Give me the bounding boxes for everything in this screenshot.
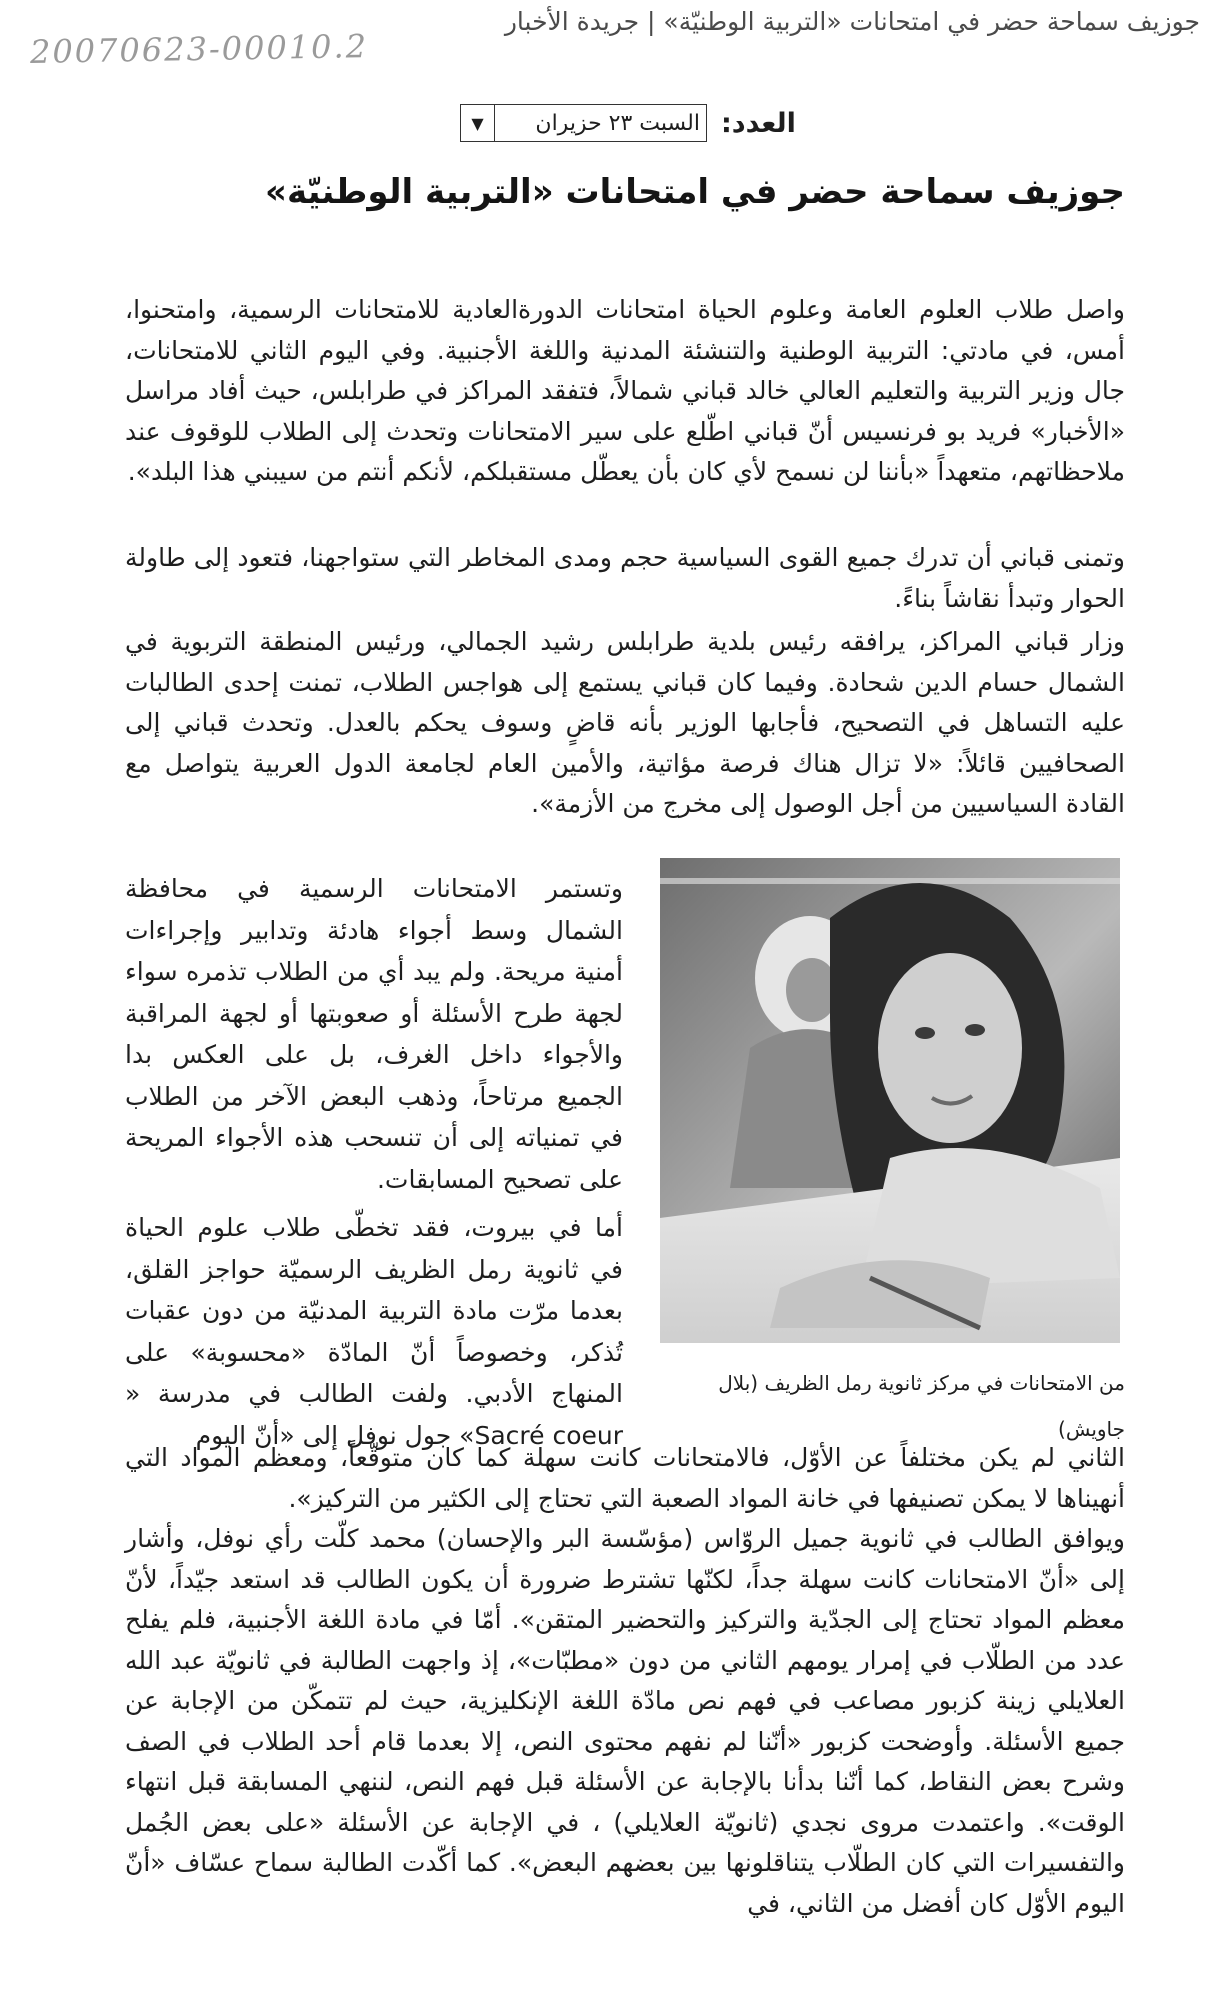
- article-paragraph-1: واصل طلاب العلوم العامة وعلوم الحياة امتحانات الدورةالعادية للامتحانات الرسمية، وامتحنوا، أمس، في مادتي: التربية الوطنية والتنشئة المدنية واللغة الأجنبية. وفي اليوم الثاني للامتحانات، جال وزير التربية والتعليم العالي خالد قباني شمالاً، فتفقد المراكز في طرابلس، حيث أفاد مراسل «الأخبار» فريد بو فرنسيس أنّ قباني اطّلع على سير الامتحانات وتحدث إلى الطلاب للوقوف عند ملاحظاتهم، متعهداً «بأننا لن نسمح لأي كان بأن يعطّل مستقبلكم، لأنكم أنتم من سيبني هذا البلد».: [125, 295, 1125, 486]
- issue-dropdown[interactable]: [460, 104, 707, 142]
- article-paragraph-5: أما في بيروت، فقد تخطّى طلاب علوم الحياة في ثانوية رمل الظريف الرسميّة حواجز القلق، بعدما مرّت مادة التربية المدنيّة من دون عقبات تُذكر، وخصوصاً أنّ المادّة «محسوبة» على المنهاج الأدبي. ولفت الطالب في مدرسة « Sacré coeur» جول نوفل إلى «أنّ اليوم: [125, 1213, 623, 1450]
- article-paragraph-6: الثاني لم يكن مختلفاً عن الأوّل، فالامتحانات كانت سهلة كما كان متوقّعاً، ومعظم المواد التي أنهيناها لا يمكن تصنيفها في خانة المواد الصعبة التي تحتاج إلى الكثير من التركيز».: [125, 1443, 1125, 1513]
- photo-caption: من الامتحانات في مركز ثانوية رمل الظريف (بلال جاويش): [718, 1371, 1125, 1441]
- article-photo: [660, 858, 1120, 1343]
- page-title-strip: جوزيف سماحة حضر في امتحانات «التربية الوطنيّة» | جريدة الأخبار: [504, 7, 1200, 36]
- issue-dropdown-value: السبت ٢٣ حزيران: [535, 110, 700, 136]
- chevron-down-icon[interactable]: ▼: [461, 105, 495, 141]
- article-paragraph-4: وتستمر الامتحانات الرسمية في محافظة الشمال وسط أجواء هادئة وتدابير وإجراءات أمنية مريحة. ولم يبد أي من الطلاب تذمره سواء لجهة طرح الأسئلة أو صعوبتها أو لجهة المراقبة والأجواء داخل الغرف، بل على العكس بدا الجميع مرتاحاً، وذهب البعض الآخر من الطلاب في تمنياته إلى أن تنسحب هذه الأجواء المريحة على تصحيح المسابقات.: [125, 874, 623, 1194]
- article-paragraph-7: ويوافق الطالب في ثانوية جميل الروّاس (مؤسّسة البر والإحسان) محمد كلّت رأي نوفل، وأشار إلى «أنّ الامتحانات كانت سهلة جداً، لكنّها تشترط ضرورة أن يكون الطالب قد استعد جيّداً، لأنّ معظم المواد تحتاج إلى الجدّية والتركيز والتحضير المتقن». أمّا في مادة اللغة الأجنبية، فلم يفلح عدد من الطلّاب في إمرار يومهم الثاني من دون «مطبّات»، إذ واجهت الطالبة في ثانويّة عبد الله العلايلي زينة كزبور مصاعب في فهم نص مادّة اللغة الإنكليزية، حيث لم تتمكّن من الإجابة عن جميع الأسئلة. وأوضحت كزبور «أنّنا لم نفهم محتوى النص، إلا بعدما قام أحد الطلاب في الصف وشرح بعض النقاط، كما أنّنا بدأنا بالإجابة عن الأسئلة قبل فهم النص، لننهي المسابقة قبل انتهاء الوقت». واعتمدت مروى نجدي (ثانويّة العلايلي) ، في الإجابة عن الأسئلة «على بعض الجُمل والتفسيرات التي كان الطلّاب يتناقلونها بين بعضهم البعض». كما أكّدت الطالبة سماح عسّاف «أنّ اليوم الأوّل كان أفضل من الثاني، في: [125, 1524, 1125, 1918]
- issue-selector-row: [460, 100, 805, 146]
- article-headline: جوزيف سماحة حضر في امتحانات «التربية الوطنيّة»: [265, 172, 1125, 212]
- issue-label: العدد:: [721, 107, 796, 139]
- article-paragraph-2: وتمنى قباني أن تدرك جميع القوى السياسية حجم ومدى المخاطر التي ستواجهنا، فتعود إلى طاولة الحوار وتبدأ نقاشاً بناءً.: [125, 543, 1125, 613]
- article-paragraph-3: وزار قباني المراكز، يرافقه رئيس بلدية طرابلس رشيد الجمالي، ورئيس المنطقة التربوية في الشمال حسام الدين شحادة. وفيما كان قباني يستمع إلى هواجس الطلاب، تمنت إحدى الطالبات عليه التساهل في التصحيح، فأجابها الوزير بأنه قاضٍ وسوف يحكم بالعدل. وتحدث قباني إلى الصحافيين قائلاً: «لا تزال هناك فرصة مؤاتية، والأمين العام لجامعة الدول العربية يتواصل مع القادة السياسيين من أجل الوصول إلى مخرج من الأزمة».: [125, 627, 1125, 818]
- archive-stamp: 20070623-00010.2: [29, 27, 369, 71]
